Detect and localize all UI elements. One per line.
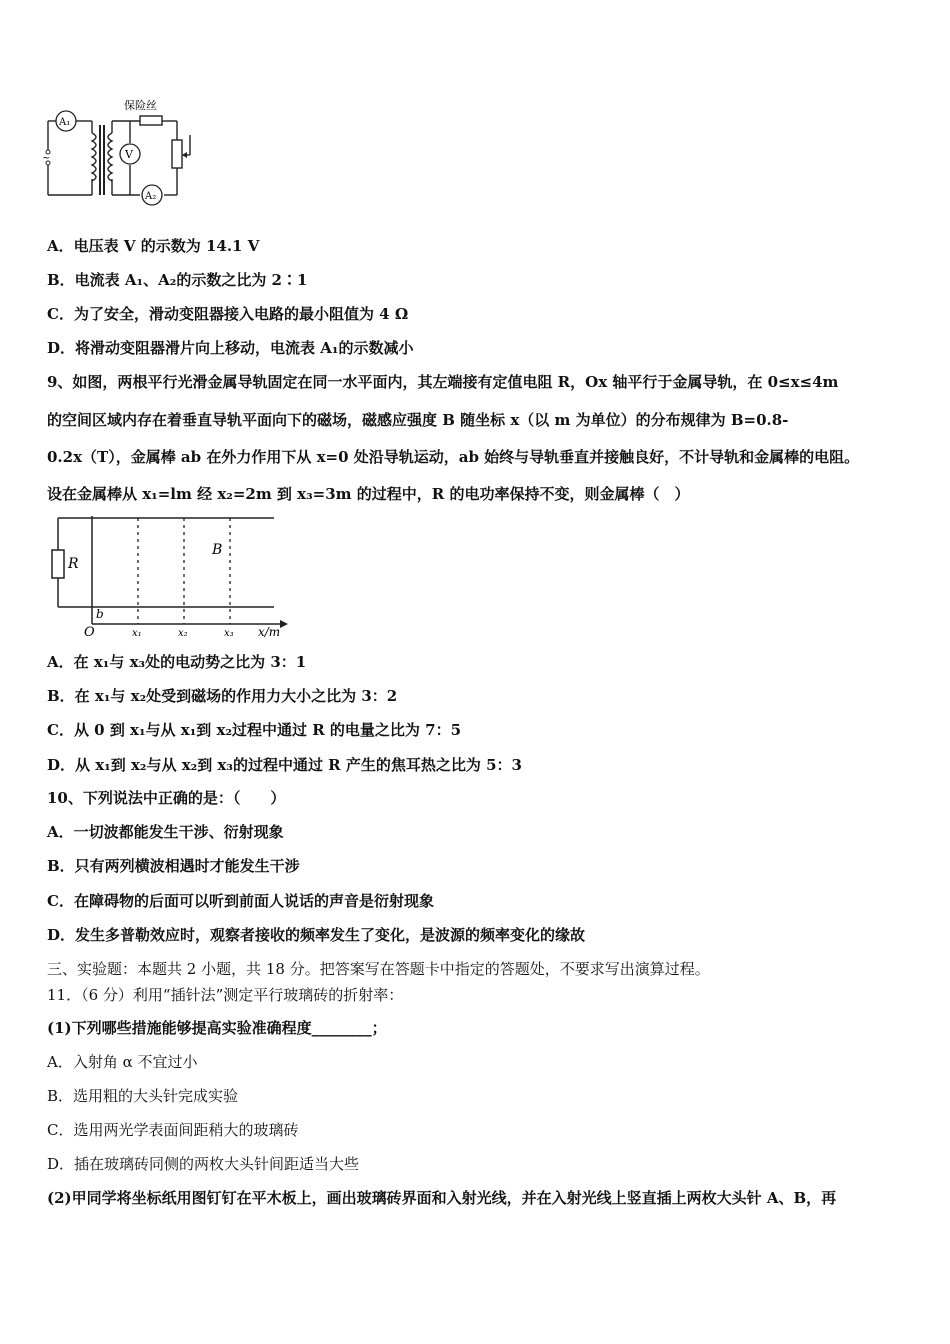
ammeter-a1-label: A₁: [59, 117, 71, 128]
resistor-label: R: [68, 556, 79, 572]
q9-option-a: A．在 x₁与 x₃处的电动势之比为 3：1: [47, 653, 307, 671]
rod-end-b-label: b: [96, 607, 104, 621]
q10-option-c: C．在障碍物的后面可以听到前面人说话的声音是衍射现象: [47, 892, 434, 910]
q11-option-c: C．选用两光学表面间距稍大的玻璃砖: [47, 1121, 299, 1139]
field-b-label: B: [212, 542, 223, 558]
q8-option-c: C．为了安全，滑动变阻器接入电路的最小阻值为 4 Ω: [47, 305, 409, 323]
q9-stem-line2: 的空间区域内存在着垂直导轨平面向下的磁场，磁感应强度 B 随坐标 x（以 m 为单位）的分布规律为 B=0.8-: [47, 411, 789, 429]
q9-option-d: D．从 x₁到 x₂与从 x₂到 x₃的过程中通过 R 产生的焦耳热之比为 5：3: [47, 756, 522, 774]
origin-label: O: [84, 625, 95, 640]
voltmeter-label: V: [125, 148, 133, 161]
x-axis-label: x/m: [258, 625, 281, 639]
q11-option-b: B．选用粗的大头针完成实验: [47, 1087, 239, 1105]
q11-option-d: D．插在玻璃砖同侧的两枚大头针间距适当大些: [47, 1155, 360, 1173]
q10-option-b: B．只有两列横波相遇时才能发生干涉: [47, 857, 300, 875]
q11-option-a: A．入射角 α 不宜过小: [47, 1053, 198, 1071]
q11-part1: (1)下列哪些措施能够提高实验准确程度________；: [47, 1019, 387, 1037]
q11-stem: 11．（6 分）利用“插针法”测定平行玻璃砖的折射率：: [47, 986, 404, 1004]
q8-option-b: B．电流表 A₁、A₂的示数之比为 2∶1: [47, 271, 308, 289]
tick-x3-label: x₃: [224, 628, 234, 639]
transformer-circuit-figure: [40, 95, 200, 210]
q8-option-a: A．电压表 V 的示数为 14.1 V: [47, 237, 260, 255]
q10-option-d: D．发生多普勒效应时，观察者接收的频率发生了变化，是波源的频率变化的缘故: [47, 926, 586, 944]
ac-source-symbol: ~: [42, 153, 51, 164]
q10-stem: 10、下列说法中正确的是：（ ）: [47, 789, 286, 807]
tick-x2-label: x₂: [178, 628, 188, 639]
section-heading: 三、实验题：本题共 2 小题，共 18 分。把答案写在答题卡中指定的答题处，不要求写出演算过程。: [47, 960, 710, 978]
q10-option-a: A．一切波都能发生干涉、衍射现象: [47, 823, 284, 841]
tick-x1-label: x₁: [132, 628, 142, 639]
q9-stem-line1: 9、如图，两根平行光滑金属导轨固定在同一水平面内，其左端接有定值电阻 R，Ox 轴平行于金属导轨，在 0≤x≤4m: [47, 373, 839, 391]
q9-option-b: B．在 x₁与 x₂处受到磁场的作用力大小之比为 3：2: [47, 687, 398, 705]
q9-stem-line4: 设在金属棒从 x₁=lm 经 x₂=2m 到 x₃=3m 的过程中，R 的电功率保持不变，则金属棒（ ）: [47, 485, 690, 503]
q9-option-c: C．从 0 到 x₁与从 x₁到 x₂过程中通过 R 的电量之比为 7：5: [47, 721, 462, 739]
fuse-label: 保险丝: [124, 99, 157, 112]
q11-part2: (2)甲同学将坐标纸用图钉钉在平木板上，画出玻璃砖界面和入射光线，并在入射光线上竖直插上两枚大头针 A、B，再: [47, 1189, 837, 1207]
ammeter-a2-label: A₂: [145, 191, 157, 202]
q8-option-d: D．将滑动变阻器滑片向上移动，电流表 A₁的示数减小: [47, 339, 414, 357]
rail-magnetic-field-figure: [44, 512, 294, 640]
q9-stem-line3: 0.2x（T），金属棒 ab 在外力作用下从 x=0 处沿导轨运动，ab 始终与导轨垂直并接触良好，不计导轨和金属棒的电阻。: [47, 448, 860, 466]
